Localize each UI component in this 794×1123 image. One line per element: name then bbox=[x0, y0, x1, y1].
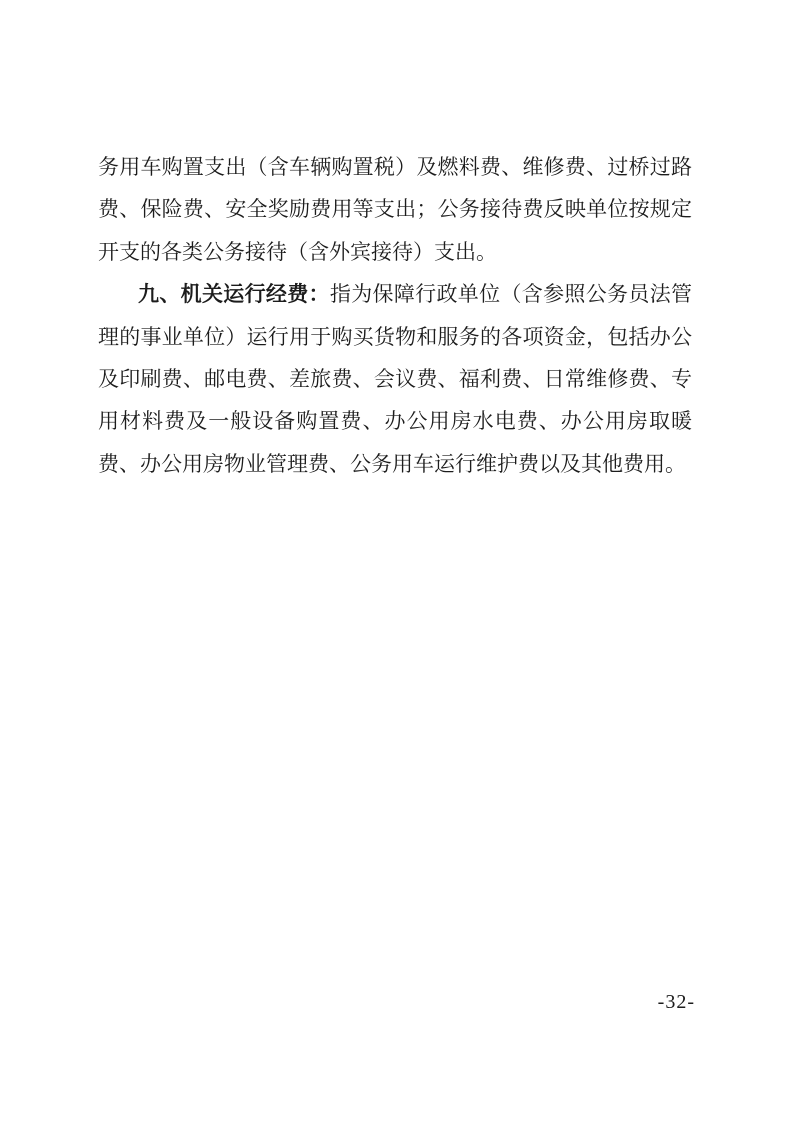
paragraph-text: 务用车购置支出（含车辆购置税）及燃料费、维修费、过桥过路费、保险费、安全奖励费用等支出；公务接待费反映单位按规定开支的各类公务接待（含外宾接待）支出。 bbox=[98, 155, 692, 264]
section-heading: 九、机关运行经费： bbox=[138, 282, 330, 307]
page-number: -32- bbox=[657, 991, 695, 1013]
document-body bbox=[98, 146, 692, 485]
body-paragraph bbox=[98, 273, 692, 485]
paragraph-text: 指为保障行政单位（含参照公务员法管理的事业单位）运行用于购买货物和服务的各项资金，包括办公及印刷费、邮电费、差旅费、会议费、福利费、日常维修费、专用材料费及一般设备购置费、办公用房水电费、办公用房取暖费、办公用房物业管理费、公务用车运行维护费以及其他费用。 bbox=[98, 282, 693, 476]
paragraph-continuation bbox=[98, 146, 692, 273]
